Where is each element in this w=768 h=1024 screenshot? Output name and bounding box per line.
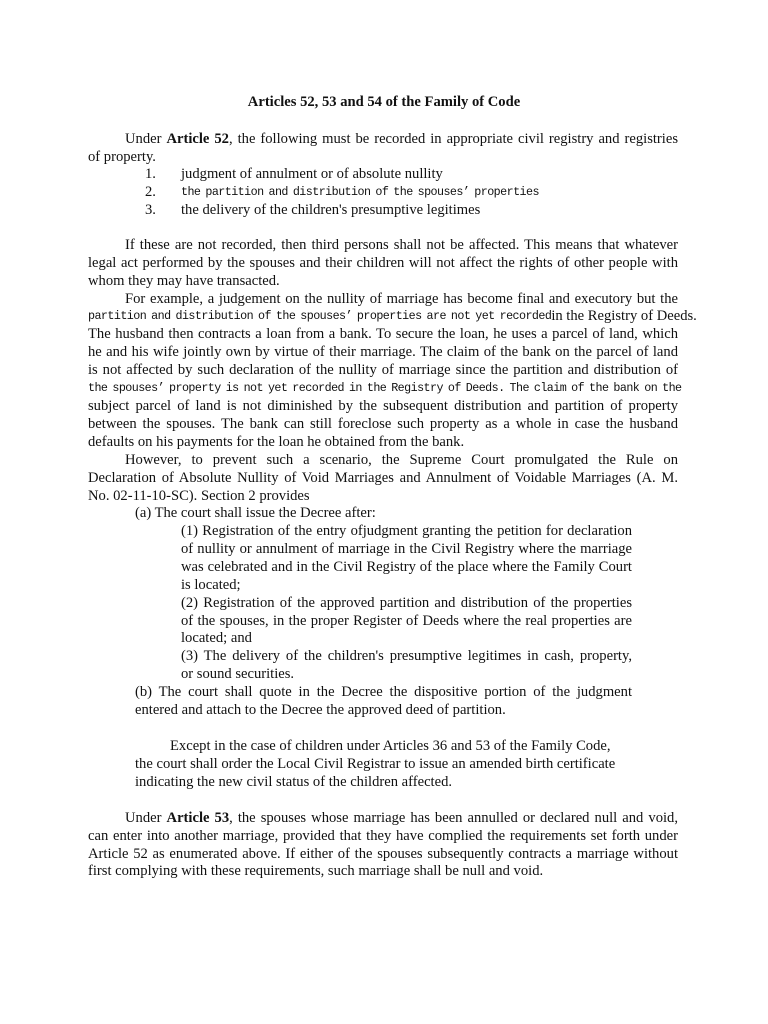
paragraph-line: the spouses’ property is not yet recorded in the Registry of Deeds. The claim of the bank on the (88, 381, 682, 395)
list-item-number: 2. (145, 184, 156, 200)
paragraph-line: indicating the new civil status of the children affected. (135, 774, 453, 790)
article-52-intro-cont: of property. (88, 149, 156, 165)
section-a-heading: (a) The court shall issue the Decree after: (135, 505, 376, 521)
sub-item-line: located; and (181, 630, 252, 646)
sub-item-line: (1) Registration of the entry ofjudgment granting the petition for declaration (181, 523, 632, 539)
section-b-line: entered and attach to the Decree the approved deed of partition. (135, 702, 506, 718)
paragraph-line: between the spouses. The bank can still foreclose such property as a whole in case the husband (88, 416, 678, 432)
paragraph-line: Declaration of Absolute Nullity of Void Marriages and Annulment of Voidable Marriages (A. M. (88, 470, 678, 486)
paragraph-line: whom they may have transacted. (88, 273, 280, 289)
list-item: judgment of annulment or of absolute nullity (181, 166, 443, 182)
paragraph-line: legal act performed by the spouses and their children will not affect the rights of other people with (88, 255, 678, 271)
list-item-number: 1. (145, 166, 156, 182)
paragraph-line (88, 307, 697, 325)
paragraph-line: However, to prevent such a scenario, the Supreme Court promulgated the Rule on (125, 452, 678, 468)
document-title: Articles 52, 53 and 54 of the Family of Code (247, 94, 521, 110)
paragraph-line-rest: in the Registry of Deeds. (551, 308, 697, 324)
article-53-paragraph: Under Article 53, the spouses whose marriage has been annulled or declared null and void, (125, 810, 678, 826)
sub-item-line: (2) Registration of the approved partition and distribution of the properties (181, 595, 632, 611)
list-item-number: 3. (145, 202, 156, 218)
paragraph-line: the court shall order the Local Civil Registrar to issue an amended birth certificate (135, 756, 616, 772)
sub-item-line: of nullity or annulment of marriage in the Civil Registry where the marriage (181, 541, 632, 557)
section-b-line: (b) The court shall quote in the Decree the dispositive portion of the judgment (135, 684, 632, 700)
paragraph-line: No. 02-11-10-SC). Section 2 provides (88, 488, 310, 504)
paragraph-line: he and his wife jointly own by virtue of their marriage. The claim of the bank on the parcel of land (88, 344, 678, 360)
paragraph-line: Except in the case of children under Articles 36 and 53 of the Family Code, (170, 738, 611, 754)
paragraph-line: can enter into another marriage, provided that they have complied the requirements set forth under (88, 828, 678, 844)
paragraph-line: subject parcel of land is not diminished by the subsequent distribution and partition of property (88, 398, 678, 414)
paragraph-line: is not affected by such declaration of the nullity of marriage since the partition and distribution of (88, 362, 678, 378)
list-item: the delivery of the children's presumptive legitimes (181, 202, 481, 218)
sub-item-line: or sound securities. (181, 666, 295, 682)
article-52-label: Article 52 (166, 131, 229, 147)
paragraph-line: If these are not recorded, then third persons shall not be affected. This means that whatever (125, 237, 678, 253)
article-52-intro: Under Article 52, the following must be recorded in appropriate civil registry and registries (125, 131, 678, 147)
paragraph-line: defaults on his payments for the loan he obtained from the bank. (88, 434, 465, 450)
paragraph-line: The husband then contracts a loan from a bank. To secure the loan, he uses a parcel of land, which (88, 326, 678, 342)
sub-item-line: was celebrated and in the Civil Registry of the place where the Family Court (181, 559, 632, 575)
sub-item-line: (3) The delivery of the children's presumptive legitimes in cash, property, (181, 648, 632, 664)
paragraph-line: For example, a judgement on the nullity of marriage has become final and executory but the (125, 291, 678, 307)
paragraph-line: first complying with these requirements, such marriage shall be null and void. (88, 863, 544, 879)
mono-text-fragment: partition and distribution of the spouses’ properties are not yet recorded (88, 309, 552, 323)
sub-item-line: is located; (181, 577, 241, 593)
sub-item-line: of the spouses, in the proper Register of Deeds where the real properties are (181, 613, 632, 629)
article-53-label: Article 53 (166, 810, 230, 826)
list-item: the partition and distribution of the spouses’ properties (181, 185, 539, 199)
paragraph-line: Article 52 as enumerated above. If either of the spouses subsequently contracts a marriage without (88, 846, 678, 862)
